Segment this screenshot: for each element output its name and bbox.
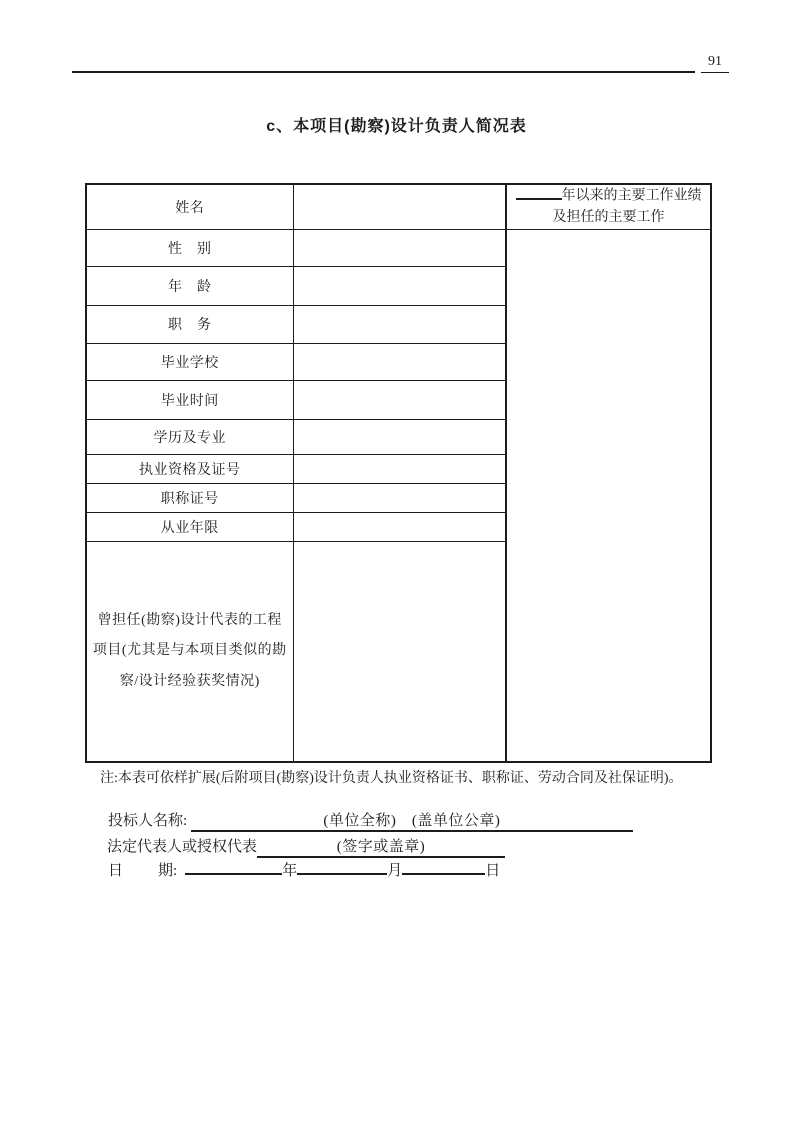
bidder-name-label: 投标人名称: xyxy=(108,813,188,829)
person-summary-table xyxy=(85,183,712,763)
value-cell-past-projects xyxy=(293,541,506,762)
date-line xyxy=(108,858,500,880)
row-label-years-of-practice: 从业年限 xyxy=(86,512,293,541)
year-unit-label: 年 xyxy=(282,863,298,879)
row-label-past-projects: 曾担任(勘察)设计代表的工程项目(尤其是与本项目类似的勘察/设计经验获奖情况) xyxy=(86,541,293,762)
bidder-name-blank-line xyxy=(191,809,633,832)
bidder-name-hint: (单位全称) (盖单位公章) xyxy=(323,813,501,829)
row-label-age: 年 龄 xyxy=(86,266,293,305)
right-header-line1: 年以来的主要工作业绩 xyxy=(561,188,702,204)
row-label-title-cert-no: 职称证号 xyxy=(86,483,293,512)
page-number: 91 xyxy=(701,52,729,73)
row-label-graduation-time: 毕业时间 xyxy=(86,380,293,419)
right-column-header xyxy=(506,184,711,229)
date-year-blank-line xyxy=(185,858,282,875)
value-cell-graduation-time xyxy=(293,380,506,419)
date-day-blank-line xyxy=(402,858,485,875)
date-word-ri: 日 xyxy=(108,863,124,879)
value-cell-years-of-practice xyxy=(293,512,506,541)
value-cell-age xyxy=(293,266,506,305)
table-row xyxy=(86,184,711,229)
table-row xyxy=(86,229,711,266)
month-unit-label: 月 xyxy=(387,863,403,879)
value-cell-qualification-no xyxy=(293,454,506,483)
value-cell-education-major xyxy=(293,419,506,454)
row-label-qualification-no: 执业资格及证号 xyxy=(86,454,293,483)
row-label-education-major: 学历及专业 xyxy=(86,419,293,454)
legal-representative-line xyxy=(107,835,505,858)
right-header-line2: 及担任的主要工作 xyxy=(552,210,665,226)
years-since-blank-line xyxy=(516,185,562,200)
row-label-gender: 性 别 xyxy=(86,229,293,266)
bidder-name-line xyxy=(108,809,633,832)
row-label-school: 毕业学校 xyxy=(86,343,293,380)
value-cell-position xyxy=(293,305,506,343)
row-label-name: 姓名 xyxy=(86,184,293,229)
value-cell-school xyxy=(293,343,506,380)
value-cell-name xyxy=(293,184,506,229)
date-word-qi: 期: xyxy=(158,863,178,879)
rep-signature-hint: (签字或盖章) xyxy=(336,839,426,855)
rep-signature-blank-line xyxy=(257,835,505,858)
expansion-note: 注:本表可依样扩展(后附项目(勘察)设计负责人执业资格证书、职称证、劳动合同及社保证明)。 xyxy=(100,771,683,786)
day-unit-label: 日 xyxy=(485,863,501,879)
page-title: c、本项目(勘察)设计负责人简况表 xyxy=(266,118,527,135)
row-label-position: 职 务 xyxy=(86,305,293,343)
value-cell-gender xyxy=(293,229,506,266)
legal-representative-label: 法定代表人或授权代表 xyxy=(107,839,258,855)
header-rule xyxy=(72,71,695,73)
date-month-blank-line xyxy=(297,858,387,875)
right-column-body xyxy=(506,229,711,762)
value-cell-title-cert-no xyxy=(293,483,506,512)
